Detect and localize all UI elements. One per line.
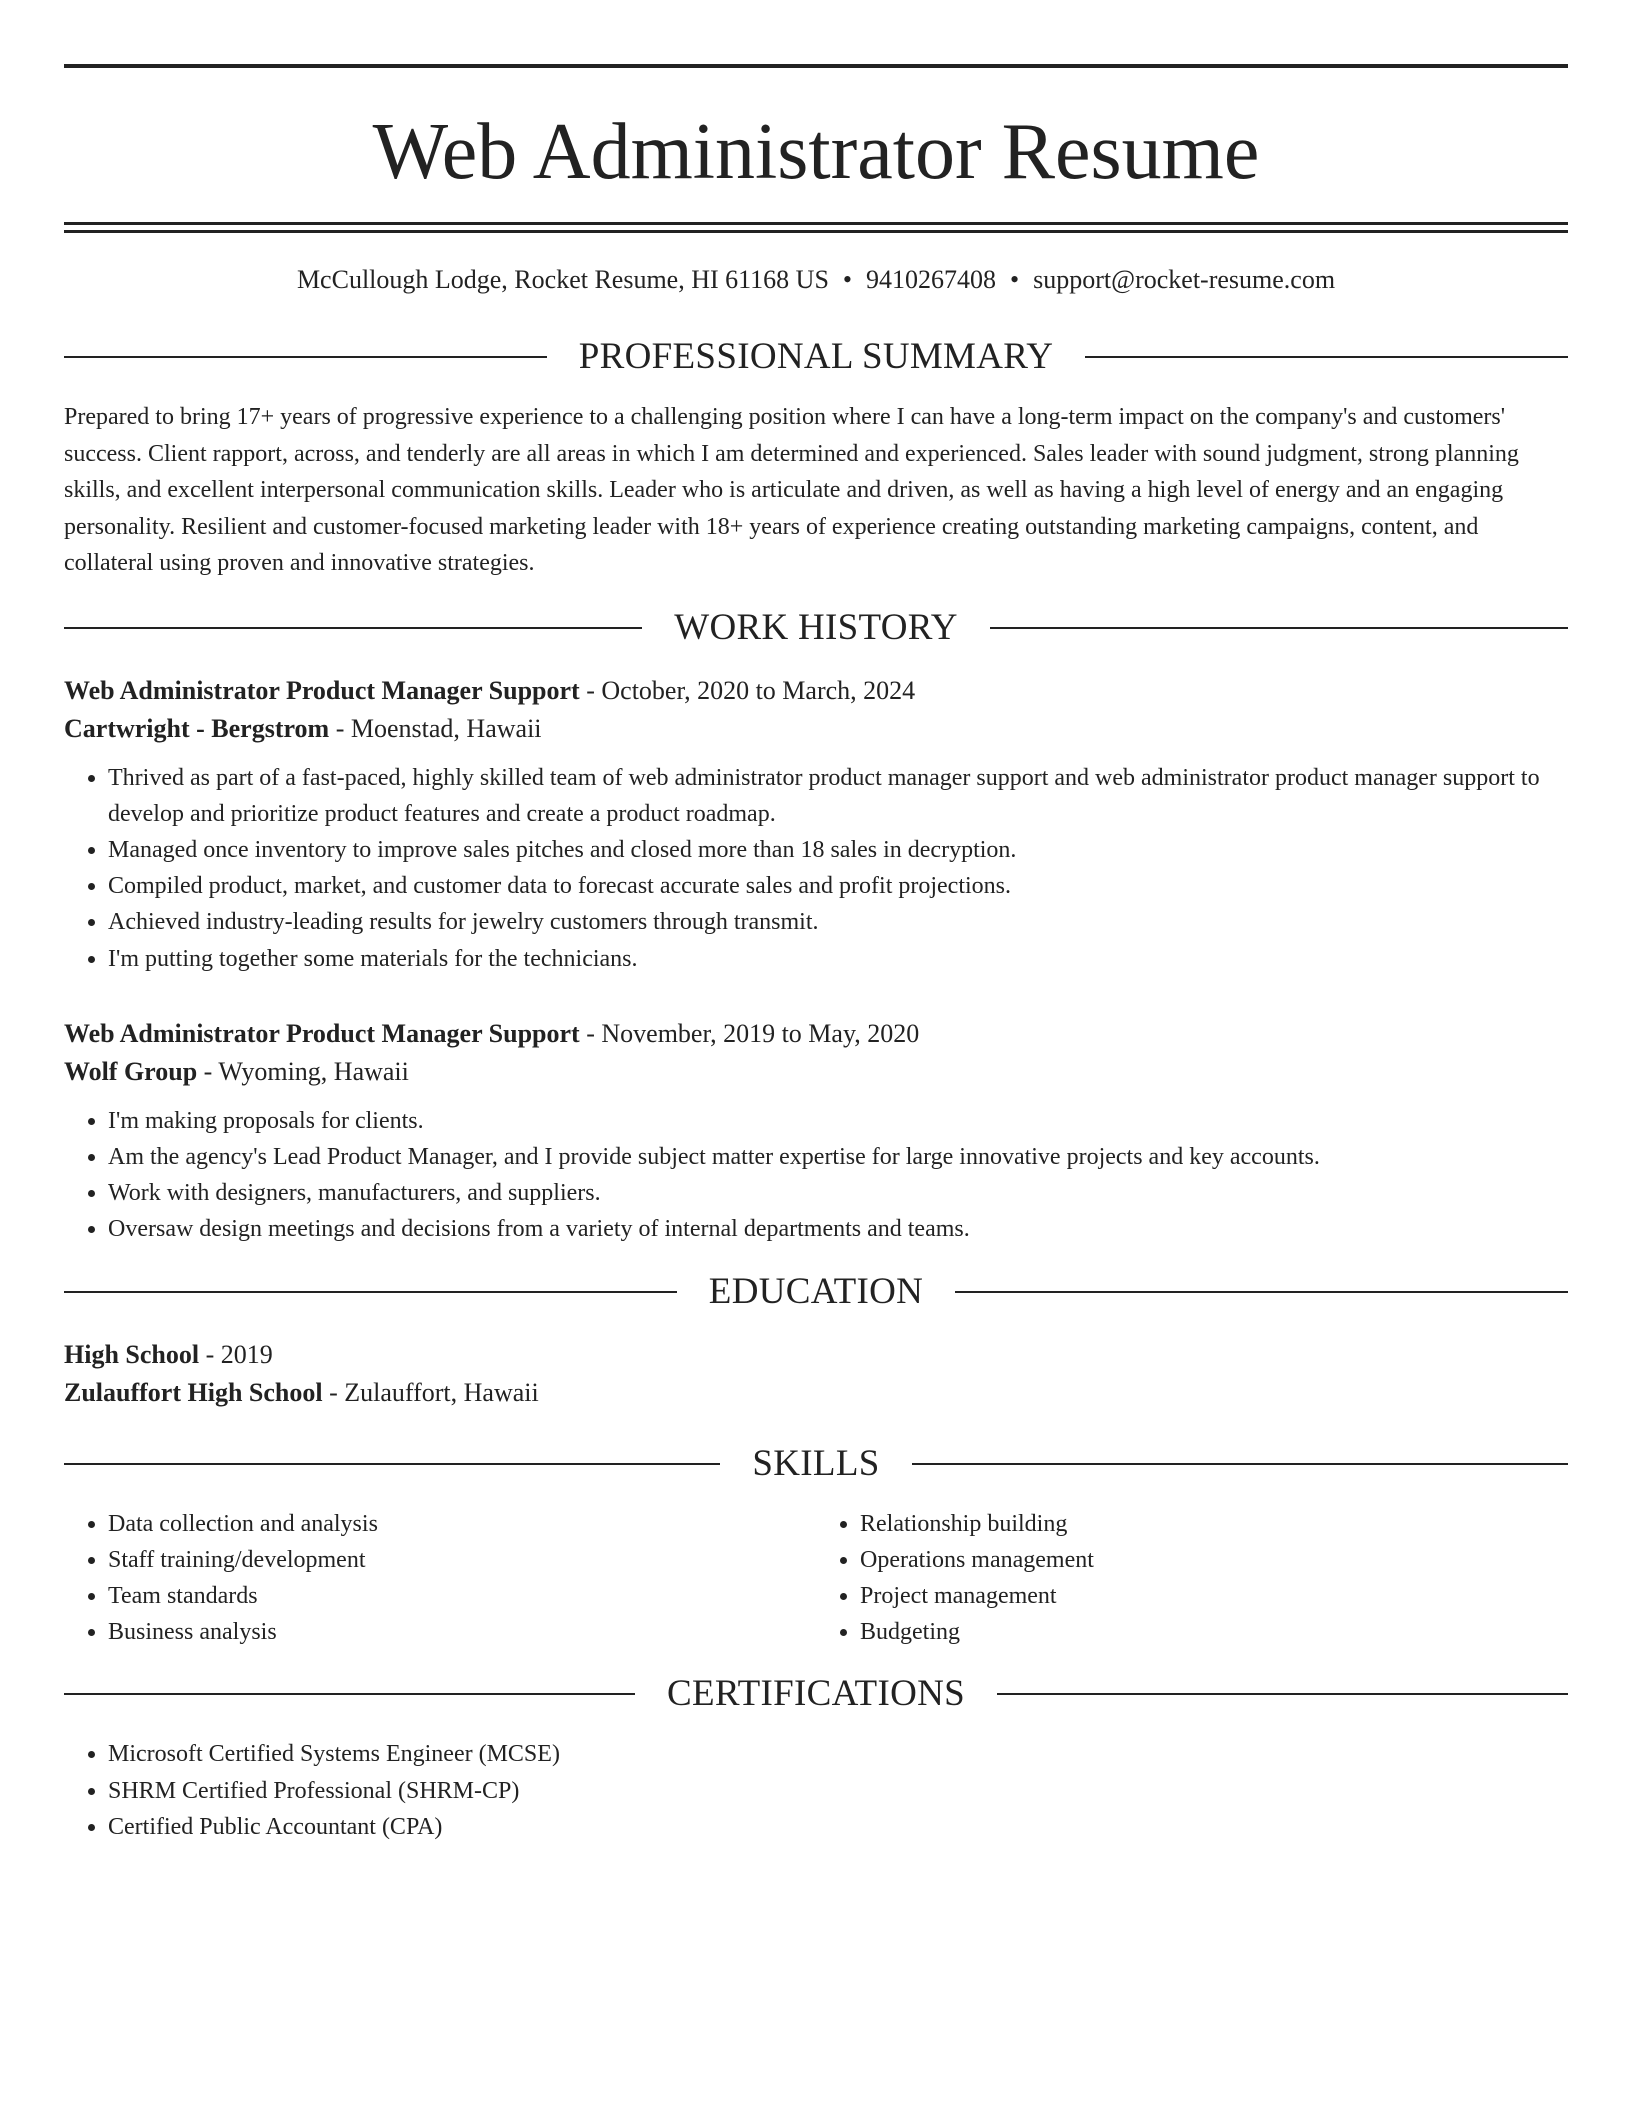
section-heading-certifications [64, 1672, 1568, 1716]
section-title: PROFESSIONAL SUMMARY [578, 336, 1054, 377]
education-entry [64, 1336, 1568, 1412]
list-item: • Operations management [860, 1542, 1568, 1578]
education-school: Zulauffort High School [64, 1377, 323, 1407]
education-school-line [64, 1374, 1568, 1412]
job-title-line [64, 672, 1568, 710]
section-heading-skills [64, 1442, 1568, 1486]
job-dates: November, 2019 to May, 2020 [601, 1018, 920, 1048]
job-company: Cartwright - Bergstrom [64, 713, 330, 743]
divider-line [64, 627, 642, 629]
job-title-line [64, 1015, 1568, 1053]
job-entry [64, 672, 1568, 977]
skills-list-right [816, 1506, 1568, 1651]
job-bullets [64, 1103, 1568, 1248]
contact-separator: • [1010, 265, 1020, 294]
skills-columns [64, 1506, 1568, 1651]
resume-page [64, 64, 1568, 1845]
job-title: Web Administrator Product Manager Support [64, 1018, 580, 1048]
divider-line [64, 1463, 720, 1465]
contact-phone: 9410267408 [866, 265, 997, 294]
dash: - [329, 713, 351, 743]
education-degree-line [64, 1336, 1568, 1374]
section-heading-education [64, 1270, 1568, 1314]
divider-line [64, 356, 547, 358]
list-item: • Relationship building [860, 1506, 1568, 1542]
list-item: • Certified Public Accountant (CPA) [108, 1809, 1568, 1845]
summary-text: Prepared to bring 17+ years of progressive experience to a challenging position where I can have a long-term impact on the company's and customers' success. Client rapport, across, and tenderly are all areas in which I am determined and experienced. Sales leader with sound judgment, strong planning skills, and excellent interpersonal communication skills. Leader who is articulate and driven, as well as having a high level of energy and an engaging personality. Resilient and customer-focused marketing leader with 18+ years of experience creating outstanding marketing campaigns, content, and collateral using proven and innovative strategies. [64, 404, 1519, 576]
contact-address: McCullough Lodge, Rocket Resume, HI 61168 US [296, 265, 829, 294]
divider-line [990, 627, 1568, 629]
job-location: Moenstad, Hawaii [350, 713, 542, 743]
section-heading-work-history [64, 606, 1568, 650]
list-item: • Oversaw design meetings and decisions from a variety of internal departments and teams. [108, 1211, 1568, 1247]
skills-list-left [64, 1506, 816, 1651]
divider-line [64, 1693, 635, 1695]
list-item: • Microsoft Certified Systems Engineer (MCSE) [108, 1736, 1568, 1772]
divider-line [1085, 356, 1568, 358]
job-title: Web Administrator Product Manager Support [64, 675, 580, 705]
list-item: • Data collection and analysis [108, 1506, 816, 1542]
divider-line [997, 1693, 1568, 1695]
job-dates: October, 2020 to March, 2024 [601, 675, 916, 705]
section-heading-summary [64, 335, 1568, 379]
dash: - [579, 675, 602, 705]
section-title: WORK HISTORY [674, 606, 958, 648]
job-company: Wolf Group [64, 1056, 198, 1086]
job-company-line [64, 710, 1568, 748]
contact-separator: • [842, 265, 853, 294]
section-title: EDUCATION [708, 1270, 924, 1312]
list-item: • Thrived as part of a fast-paced, highly skilled team of web administrator product manager support and web administrator product manager support to develop and prioritize product features and create a product roadmap. [108, 760, 1568, 832]
section-title: SKILLS [752, 1442, 880, 1484]
list-item: • Achieved industry-leading results for jewelry customers through transmit. [108, 904, 1568, 940]
contact-email: support@rocket-resume.com [1033, 265, 1336, 294]
resume-title: Web Administrator Resume [372, 108, 1260, 196]
dash: - [579, 1018, 602, 1048]
divider-line [64, 1291, 677, 1293]
job-location: Wyoming, Hawaii [218, 1056, 409, 1086]
education-year: 2019 [220, 1339, 273, 1369]
dash: - [322, 1377, 345, 1407]
list-item: • Managed once inventory to improve sales pitches and closed more than 18 sales in decryption. [108, 832, 1568, 868]
education-location: Zulauffort, Hawaii [344, 1377, 539, 1407]
divider-line [912, 1463, 1568, 1465]
list-item: • Staff training/development [108, 1542, 816, 1578]
certifications-block [64, 1736, 1568, 1845]
list-item: • I'm putting together some materials for the technicians. [108, 941, 1568, 977]
list-item: • Project management [860, 1578, 1568, 1614]
certifications-list [64, 1736, 1568, 1845]
job-company-line [64, 1053, 1568, 1091]
list-item: • I'm making proposals for clients. [108, 1103, 1568, 1139]
divider-line [955, 1291, 1568, 1293]
job-entry [64, 1015, 1568, 1248]
list-item: • Am the agency's Lead Product Manager, and I provide subject matter expertise for large innovative projects and key accounts. [108, 1139, 1568, 1175]
list-item: • SHRM Certified Professional (SHRM-CP) [108, 1773, 1568, 1809]
list-item: • Budgeting [860, 1614, 1568, 1650]
dash: - [197, 1056, 219, 1086]
list-item: • Compiled product, market, and customer data to forecast accurate sales and profit projections. [108, 868, 1568, 904]
title-double-rule [64, 222, 1568, 233]
education-degree: High School [64, 1339, 200, 1369]
list-item: • Work with designers, manufacturers, and suppliers. [108, 1175, 1568, 1211]
list-item: • Team standards [108, 1578, 816, 1614]
list-item: • Business analysis [108, 1614, 816, 1650]
dash: - [199, 1339, 221, 1369]
section-title: CERTIFICATIONS [667, 1673, 965, 1715]
contact-line [64, 263, 1568, 297]
top-rule [64, 64, 1568, 68]
job-bullets [64, 760, 1568, 977]
